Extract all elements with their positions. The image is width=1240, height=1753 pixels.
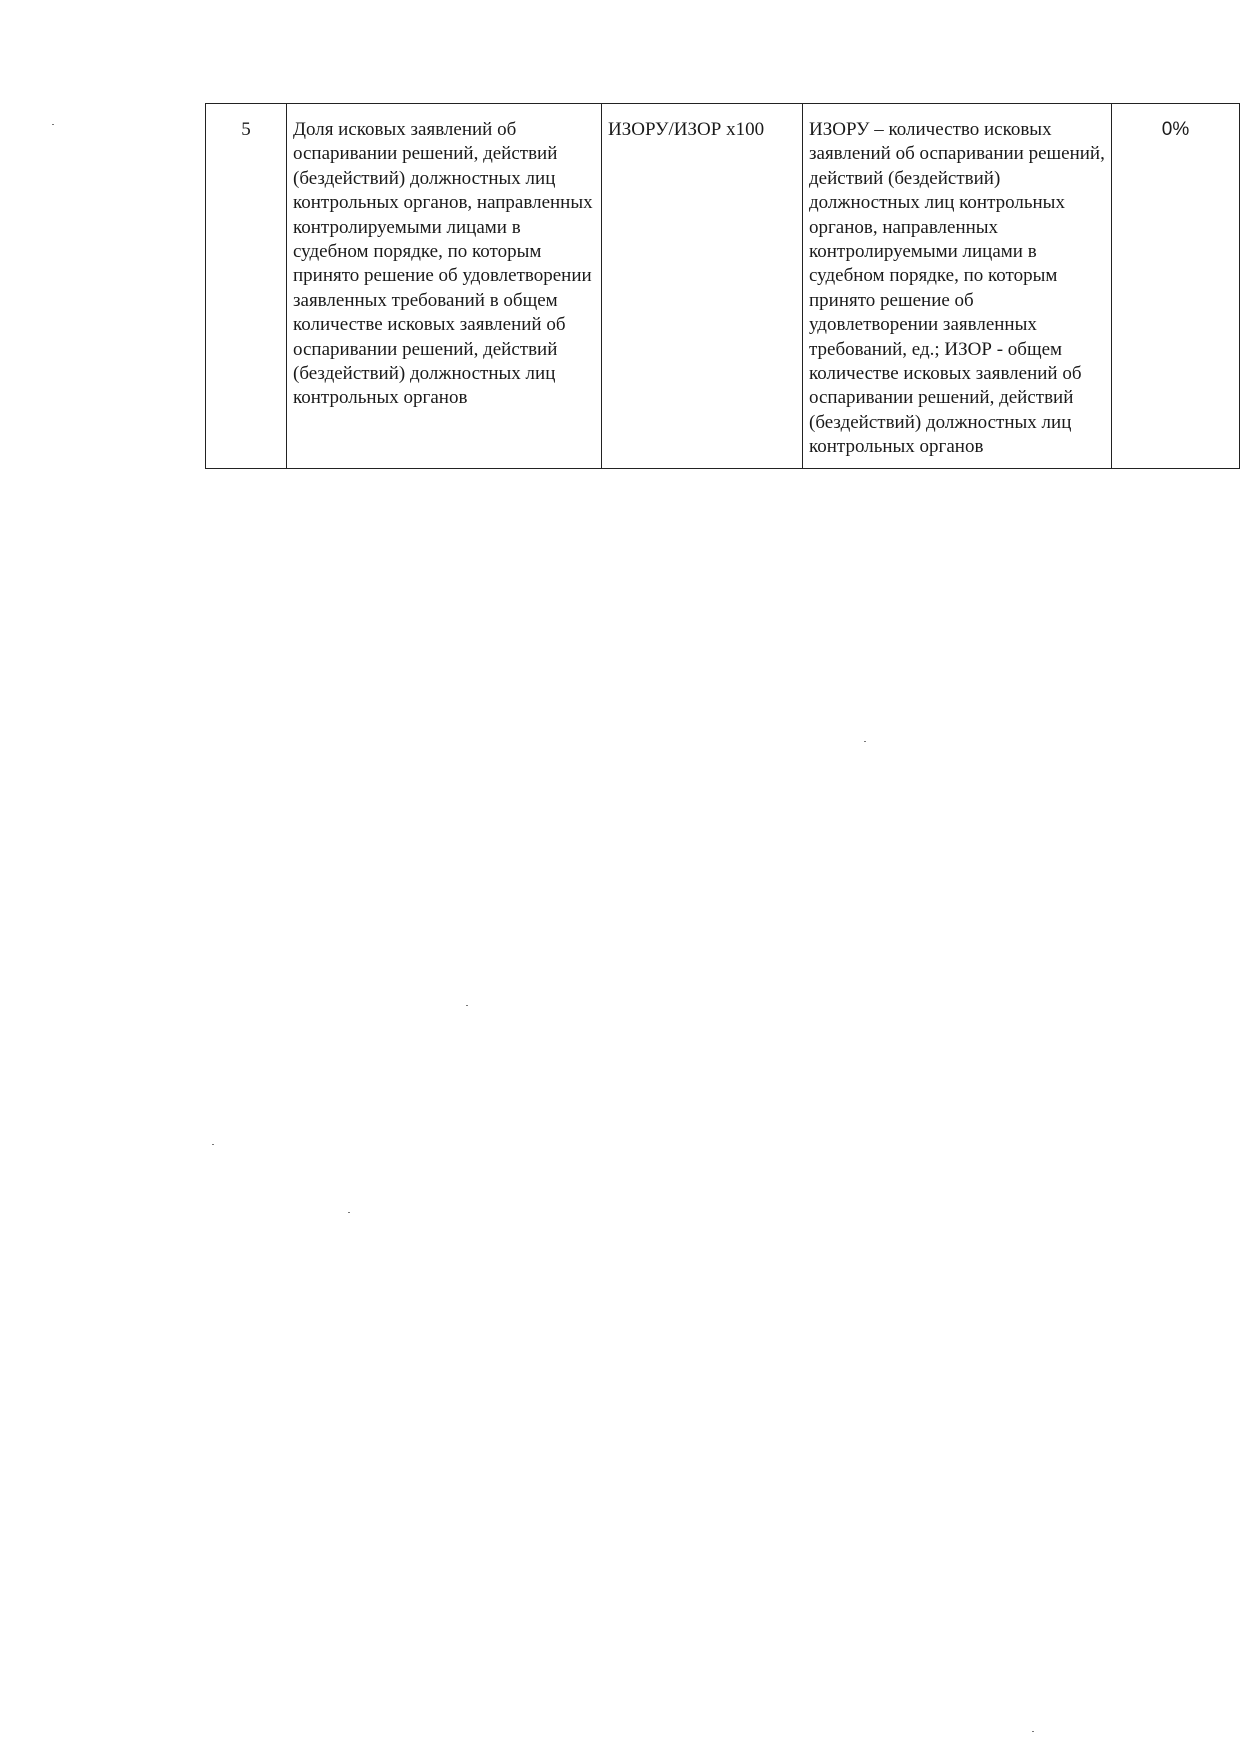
row-number-cell: 5	[206, 104, 287, 469]
indicator-name-cell: Доля исковых заявлений об оспаривании решений, действий (бездействий) должностных лиц контрольных органов, направленных контролируемыми лицами в судебном порядке, по которым принято решение об удовлетворении заявленных требований в общем количестве исковых заявлений об оспаривании решений, действий (бездействий) должностных лиц контрольных органов	[287, 104, 602, 469]
scan-speck	[348, 1212, 350, 1213]
scan-speck	[1032, 1731, 1034, 1732]
formula-cell: ИЗОРУ/ИЗОР х100	[602, 104, 803, 469]
table-row	[206, 104, 1240, 469]
indicator-table	[205, 103, 1240, 469]
scan-speck	[466, 1005, 468, 1006]
scan-speck	[52, 124, 54, 125]
scan-speck	[864, 741, 866, 742]
target-value-cell: 0%	[1112, 104, 1240, 469]
scan-speck	[212, 1144, 214, 1145]
formula-description-cell: ИЗОРУ – количество исковых заявлений об оспаривании решений, действий (бездействий) должностных лиц контрольных органов, направленных контролируемыми лицами в судебном порядке, по которым принято решение об удовлетворении заявленных требований, ед.; ИЗОР - общем количестве исковых заявлений об оспаривании решений, действий (бездействий) должностных лиц контрольных органов	[803, 104, 1112, 469]
